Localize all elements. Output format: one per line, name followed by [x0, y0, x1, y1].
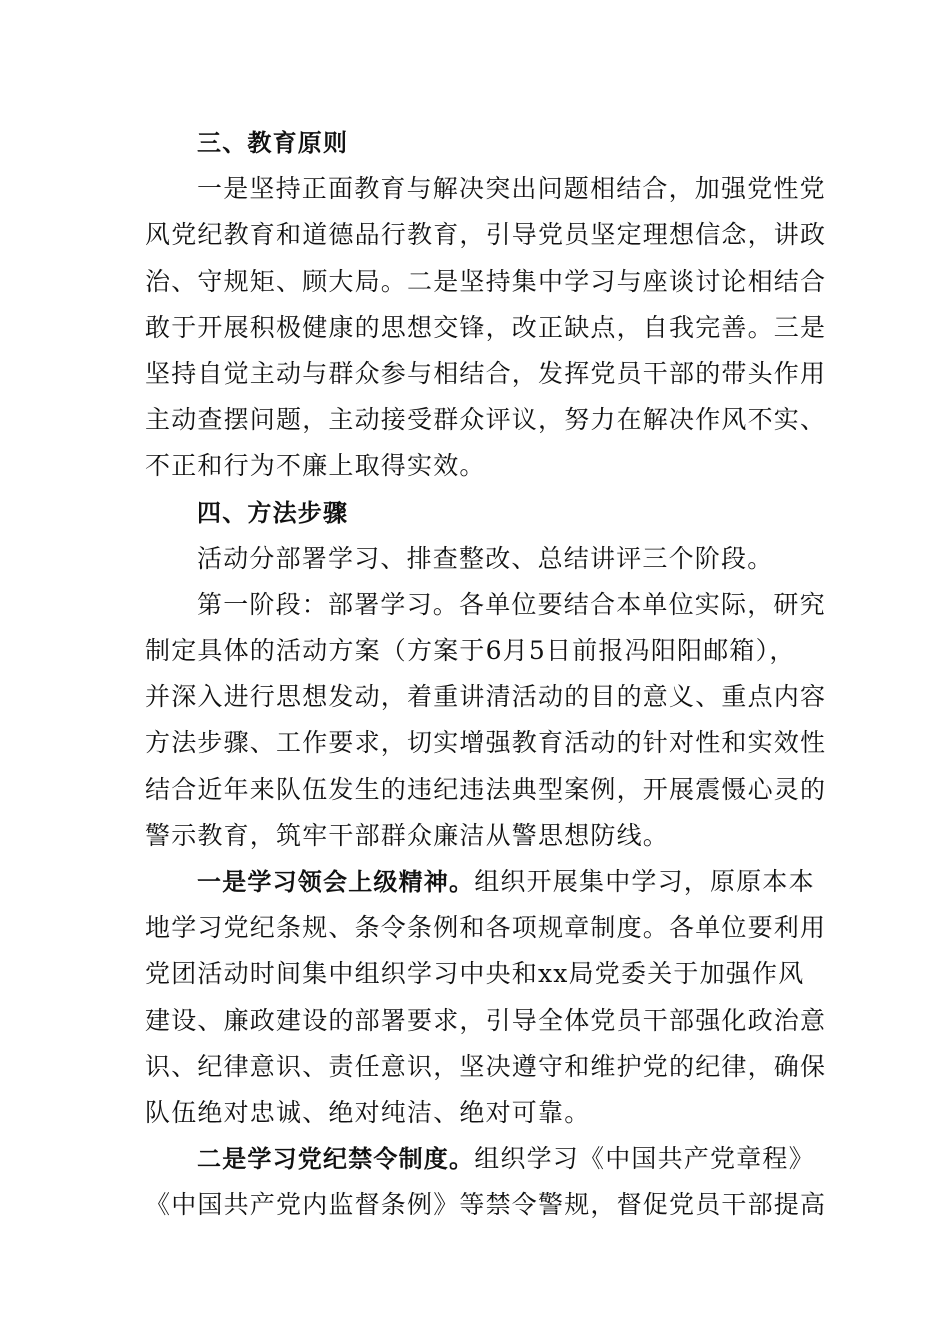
paragraph-line: 识、纪律意识、责任意识，坚决遵守和维护党的纪律，确保 — [145, 1051, 827, 1081]
paragraph-line: 警示教育，筑牢干部群众廉洁从警思想防线。 — [145, 820, 670, 850]
paragraph-line: 活动分部署学习、排查整改、总结讲评三个阶段。 — [197, 543, 774, 573]
bold-lead-text: 一是学习领会上级精神。 — [197, 868, 475, 896]
paragraph-line: 主动查摆问题，主动接受群众评议，努力在解决作风不实、 — [145, 405, 827, 435]
paragraph-line: 治、守规矩、顾大局。二是坚持集中学习与座谈讨论相结合 — [145, 266, 827, 296]
paragraph-line: 并深入进行思想发动，着重讲清活动的目的意义、重点内容 — [145, 682, 827, 712]
paragraph-line: 方法步骤、工作要求，切实增强教育活动的针对性和实效性 — [145, 728, 827, 758]
paragraph-line — [145, 1136, 815, 1182]
paragraph-line: 第一阶段：部署学习。各单位要结合本单位实际，研究 — [197, 589, 826, 619]
paragraph-line: 一是坚持正面教育与解决突出问题相结合，加强党性党 — [197, 174, 826, 204]
paragraph-line: 风党纪教育和道德品行教育，引导党员坚定理想信念，讲政 — [145, 220, 827, 250]
paragraph-line: 敢于开展积极健康的思想交锋，改正缺点，自我完善。三是 — [145, 312, 827, 342]
paragraph-text: 组织开展集中学习，原原本本 — [474, 867, 815, 896]
paragraph-line: 坚持自觉主动与群众参与相结合，发挥党员干部的带头作用 — [145, 358, 827, 388]
document-body — [145, 120, 827, 1229]
paragraph-line: 队伍绝对忠诚、绝对纯洁、绝对可靠。 — [145, 1097, 591, 1127]
section-heading-education-principles: 三、教育原则 — [197, 129, 349, 157]
paragraph-line: 制定具体的活动方案（方案于6月5日前报冯阳阳邮箱）， — [145, 636, 796, 666]
bold-lead-text: 二是学习党纪禁令制度。 — [197, 1145, 475, 1174]
section-heading-methods-steps: 四、方法步骤 — [197, 498, 349, 527]
paragraph-text: 组织学习《中国共产党章程》 — [474, 1144, 815, 1174]
paragraph-line: 党团活动时间集中组织学习中央和xx局党委关于加强作风 — [145, 959, 805, 989]
paragraph-line: 不正和行为不廉上取得实效。 — [145, 451, 486, 481]
paragraph-line — [145, 859, 815, 905]
paragraph-line: 建设、廉政建设的部署要求，引导全体党员干部强化政治意 — [145, 1005, 827, 1035]
paragraph-line: 《中国共产党内监督条例》等禁令警规，督促党员干部提高 — [145, 1190, 827, 1220]
paragraph-line: 地学习党纪条规、条令条例和各项规章制度。各单位要利用 — [145, 913, 827, 943]
paragraph-line: 结合近年来队伍发生的违纪违法典型案例，开展震慑心灵的 — [145, 774, 827, 804]
